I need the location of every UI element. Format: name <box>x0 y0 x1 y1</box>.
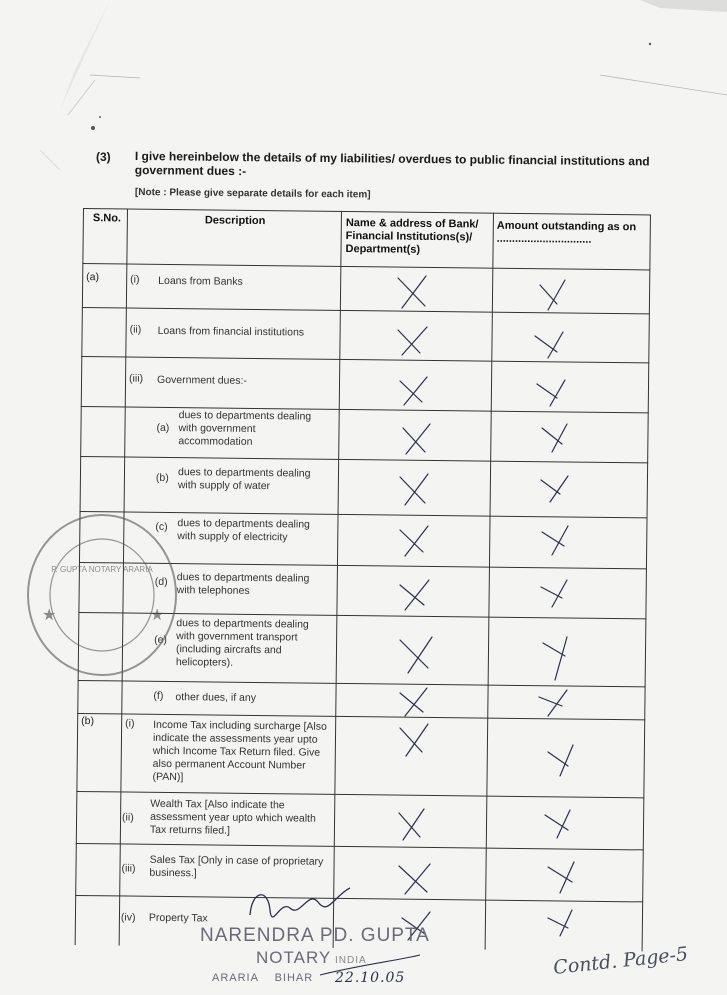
section-number: (3) <box>96 150 111 164</box>
row-sub: (d) <box>154 575 168 588</box>
row-sub: (ii) <box>122 811 134 824</box>
cross-mark <box>399 809 424 840</box>
row-sub: (f) <box>153 689 164 702</box>
row-sno: (b) <box>81 715 95 728</box>
row-description: dues to departments dealing with government accommodation <box>178 409 312 448</box>
cross-mark <box>540 280 565 310</box>
row-description: dues to departments dealing with supply of water <box>177 466 311 493</box>
cross-mark <box>400 637 432 673</box>
row-description: dues to departments dealing with government transport (including aircrafts and helicopters). <box>175 617 309 669</box>
header-amount: Amount outstanding as on ............................... <box>496 219 637 246</box>
header-description: Description <box>204 214 266 228</box>
cross-mark <box>398 276 426 308</box>
cross-mark <box>400 688 427 716</box>
cross-mark <box>400 377 427 405</box>
section-heading: I give hereinbelow the details of my liabilities/ overdues to public financial institutions and government dues :- <box>134 149 650 179</box>
cross-mark <box>543 637 567 680</box>
cross-mark <box>539 690 567 716</box>
row-sno: (a) <box>86 271 100 284</box>
cross-mark <box>535 332 563 358</box>
row-sub: (c) <box>155 520 168 533</box>
row-sub: (ii) <box>129 323 142 336</box>
row-sub: (iii) <box>129 372 144 385</box>
row-sub: (i) <box>125 717 135 730</box>
row-sub: (iv) <box>120 911 136 924</box>
cross-mark <box>542 526 568 555</box>
row-description: Loans from Banks <box>158 274 243 288</box>
section-note: [Note : Please give separate details for each item] <box>134 187 371 201</box>
stamp-title: NOTARY <box>256 948 332 967</box>
seal-text: P. GUPTA NOTARY ARARIA <box>51 565 153 574</box>
cross-mark <box>403 424 430 454</box>
stamp-country: INDIA <box>335 955 367 966</box>
cross-mark <box>537 380 565 406</box>
row-description: Income Tax including surcharge [Also indicate the assessments year upto which Income Tax Return filed. Give also permanent Account Number (PAN)] <box>152 718 327 784</box>
cross-mark <box>400 526 428 556</box>
cross-mark <box>398 327 427 355</box>
row-description: Sales Tax [Only in case of proprietary business.] <box>149 853 324 880</box>
continued-note: Contd. Page-5 <box>552 942 690 980</box>
header-sno: S.No. <box>92 212 122 225</box>
cross-mark <box>400 474 428 505</box>
star-icon: ★ <box>150 607 165 624</box>
star-icon: ★ <box>42 607 57 624</box>
cross-mark <box>541 476 568 502</box>
row-sub: (b) <box>155 471 169 484</box>
cross-mark <box>400 580 429 610</box>
cross-mark <box>541 580 567 607</box>
cross-mark <box>400 724 428 756</box>
row-description: dues to departments dealing with telephones <box>176 571 310 597</box>
row-description: Wealth Tax [Also indicate the assessment year upto which wealth Tax returns filed.] <box>149 797 316 837</box>
handwritten-date: 22.10.05 <box>335 970 406 986</box>
cross-mark <box>542 424 567 452</box>
row-description: Property Tax <box>148 911 208 925</box>
row-sub: (a) <box>156 421 170 434</box>
cross-mark <box>548 745 573 776</box>
row-description: other dues, if any <box>175 691 257 704</box>
notary-seal <box>22 510 182 680</box>
row-description: Loans from financial institutions <box>157 324 305 339</box>
row-description: Government dues:- <box>156 373 248 387</box>
stamp-name: NARENDRA PD. GUPTA <box>200 925 430 946</box>
row-sub: (iii) <box>121 862 136 875</box>
stamp-place: ARARIA BIHAR <box>212 972 314 984</box>
row-sub: (i) <box>130 273 140 286</box>
row-sub: (e) <box>154 633 168 646</box>
header-name-address: Name & address of Bank/ Financial Institutions(s)/ Department(s) <box>345 216 479 256</box>
cross-mark <box>545 810 570 838</box>
row-description: dues to departments dealing with supply of electricity <box>177 517 311 544</box>
